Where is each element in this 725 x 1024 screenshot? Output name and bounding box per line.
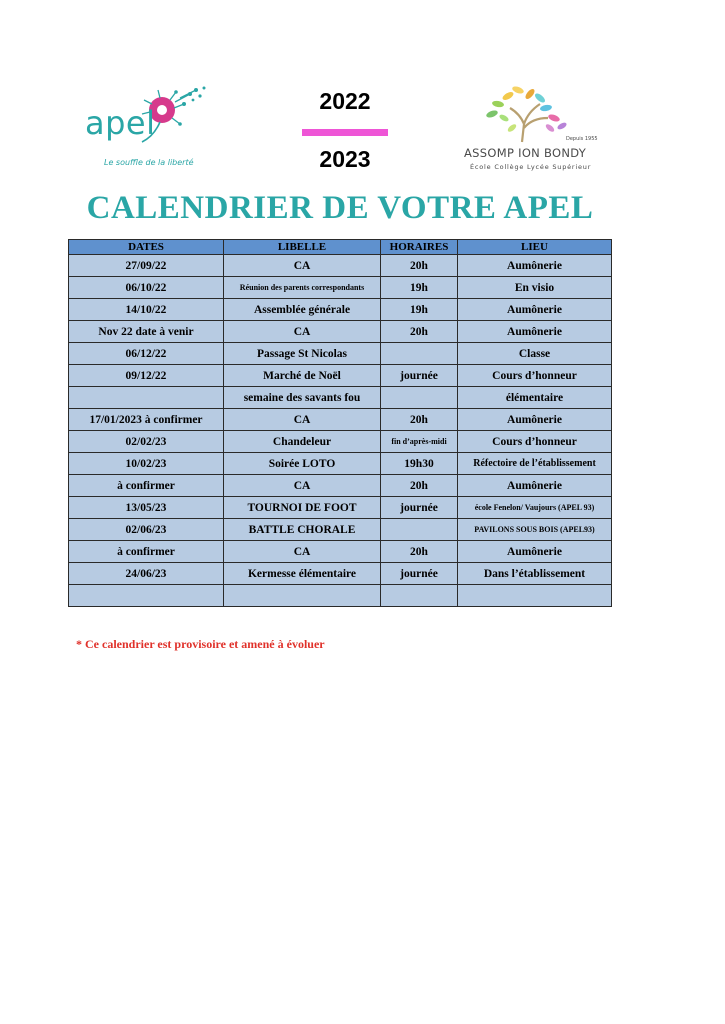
year-divider [302, 129, 388, 136]
cell-libelle: TOURNOI DE FOOT [224, 497, 381, 519]
cell-lieu: Aumônerie [458, 299, 612, 321]
table-row [69, 299, 612, 321]
cell-lieu: En visio [458, 277, 612, 299]
table-row [69, 343, 612, 365]
cell-libelle: CA [224, 475, 381, 497]
cell-horaire: 19h [381, 299, 458, 321]
cell-horaire: journée [381, 497, 458, 519]
cell-horaire [381, 387, 458, 409]
cell-libelle: Réunion des parents correspondants [224, 277, 381, 299]
table-row [69, 277, 612, 299]
cell-lieu: Aumônerie [458, 409, 612, 431]
cell-horaire: 20h [381, 475, 458, 497]
cell-horaire: 19h30 [381, 453, 458, 475]
apel-logo [80, 84, 210, 170]
cell-date: 14/10/22 [69, 299, 224, 321]
table-row [69, 321, 612, 343]
header-lieu: LIEU [458, 240, 612, 255]
cell-lieu: Aumônerie [458, 475, 612, 497]
cell-date: Nov 22 date à venir [69, 321, 224, 343]
cell-horaire [381, 585, 458, 607]
apel-logo-tagline: Le souffle de la liberté [104, 158, 194, 167]
cell-libelle: BATTLE CHORALE [224, 519, 381, 541]
cell-date: 06/10/22 [69, 277, 224, 299]
header-dates: DATES [69, 240, 224, 255]
cell-libelle: CA [224, 409, 381, 431]
cell-date: à confirmer [69, 541, 224, 563]
year-end: 2023 [319, 146, 371, 172]
cell-horaire: fin d’après-midi [381, 431, 458, 453]
cell-date: 10/02/23 [69, 453, 224, 475]
cell-horaire: 20h [381, 541, 458, 563]
cell-lieu: Aumônerie [458, 255, 612, 277]
cell-date: 27/09/22 [69, 255, 224, 277]
cell-libelle: CA [224, 541, 381, 563]
cell-date: 24/06/23 [69, 563, 224, 585]
cell-horaire: 20h [381, 255, 458, 277]
cell-libelle: Marché de Noël [224, 365, 381, 387]
table-row [69, 585, 612, 607]
header-libelle: LIBELLE [224, 240, 381, 255]
table-row [69, 255, 612, 277]
year-start: 2022 [319, 88, 371, 114]
cell-lieu: élémentaire [458, 387, 612, 409]
header-horaires: HORAIRES [381, 240, 458, 255]
table-row [69, 563, 612, 585]
cell-libelle: CA [224, 321, 381, 343]
table-row [69, 453, 612, 475]
cell-lieu: Dans l’établissement [458, 563, 612, 585]
cell-horaire: journée [381, 563, 458, 585]
table-row [69, 365, 612, 387]
page-title: CALENDRIER DE VOTRE APEL [86, 190, 594, 226]
cell-lieu: école Fenelon/ Vaujours (APEL 93) [458, 497, 612, 519]
cell-horaire: 20h [381, 321, 458, 343]
cell-libelle: CA [224, 255, 381, 277]
cell-lieu [458, 585, 612, 607]
cell-lieu: Aumônerie [458, 541, 612, 563]
table-row [69, 519, 612, 541]
cell-horaire [381, 519, 458, 541]
cell-horaire: 19h [381, 277, 458, 299]
provisional-note: * Ce calendrier est provisoire et amené à évoluer [76, 637, 325, 651]
assomption-bondy-logo [462, 84, 610, 174]
apel-logo-word: apel [85, 104, 156, 142]
cell-libelle: Assemblée générale [224, 299, 381, 321]
cell-date [69, 585, 224, 607]
cell-horaire [381, 343, 458, 365]
cell-date: 02/06/23 [69, 519, 224, 541]
cell-date: 02/02/23 [69, 431, 224, 453]
cell-date: 17/01/2023 à confirmer [69, 409, 224, 431]
table-row [69, 409, 612, 431]
cell-libelle: Chandeleur [224, 431, 381, 453]
cell-date: à confirmer [69, 475, 224, 497]
table-row [69, 387, 612, 409]
school-levels: École Collège Lycée Supérieur [470, 163, 592, 171]
cell-date: 06/12/22 [69, 343, 224, 365]
cell-date: 09/12/22 [69, 365, 224, 387]
cell-horaire: 20h [381, 409, 458, 431]
cell-lieu: Classe [458, 343, 612, 365]
cell-horaire: journée [381, 365, 458, 387]
cell-libelle: Soirée LOTO [224, 453, 381, 475]
cell-lieu: Cours d’honneur [458, 365, 612, 387]
cell-lieu: Aumônerie [458, 321, 612, 343]
table-row [69, 541, 612, 563]
cell-libelle [224, 585, 381, 607]
cell-lieu: Réfectoire de l’établissement [458, 453, 612, 475]
table-row [69, 475, 612, 497]
cell-libelle: Passage St Nicolas [224, 343, 381, 365]
cell-lieu: PAVILONS SOUS BOIS (APEL93) [458, 519, 612, 541]
cell-libelle: Kermesse élémentaire [224, 563, 381, 585]
table-header-row [69, 240, 612, 255]
cell-libelle: semaine des savants fou [224, 387, 381, 409]
school-since: Depuis 1955 [566, 136, 598, 142]
cell-lieu: Cours d’honneur [458, 431, 612, 453]
table-row [69, 431, 612, 453]
cell-date [69, 387, 224, 409]
school-name: ASSOMP ION BONDY [464, 146, 587, 160]
calendar-table [68, 239, 612, 607]
cell-date: 13/05/23 [69, 497, 224, 519]
table-row [69, 497, 612, 519]
